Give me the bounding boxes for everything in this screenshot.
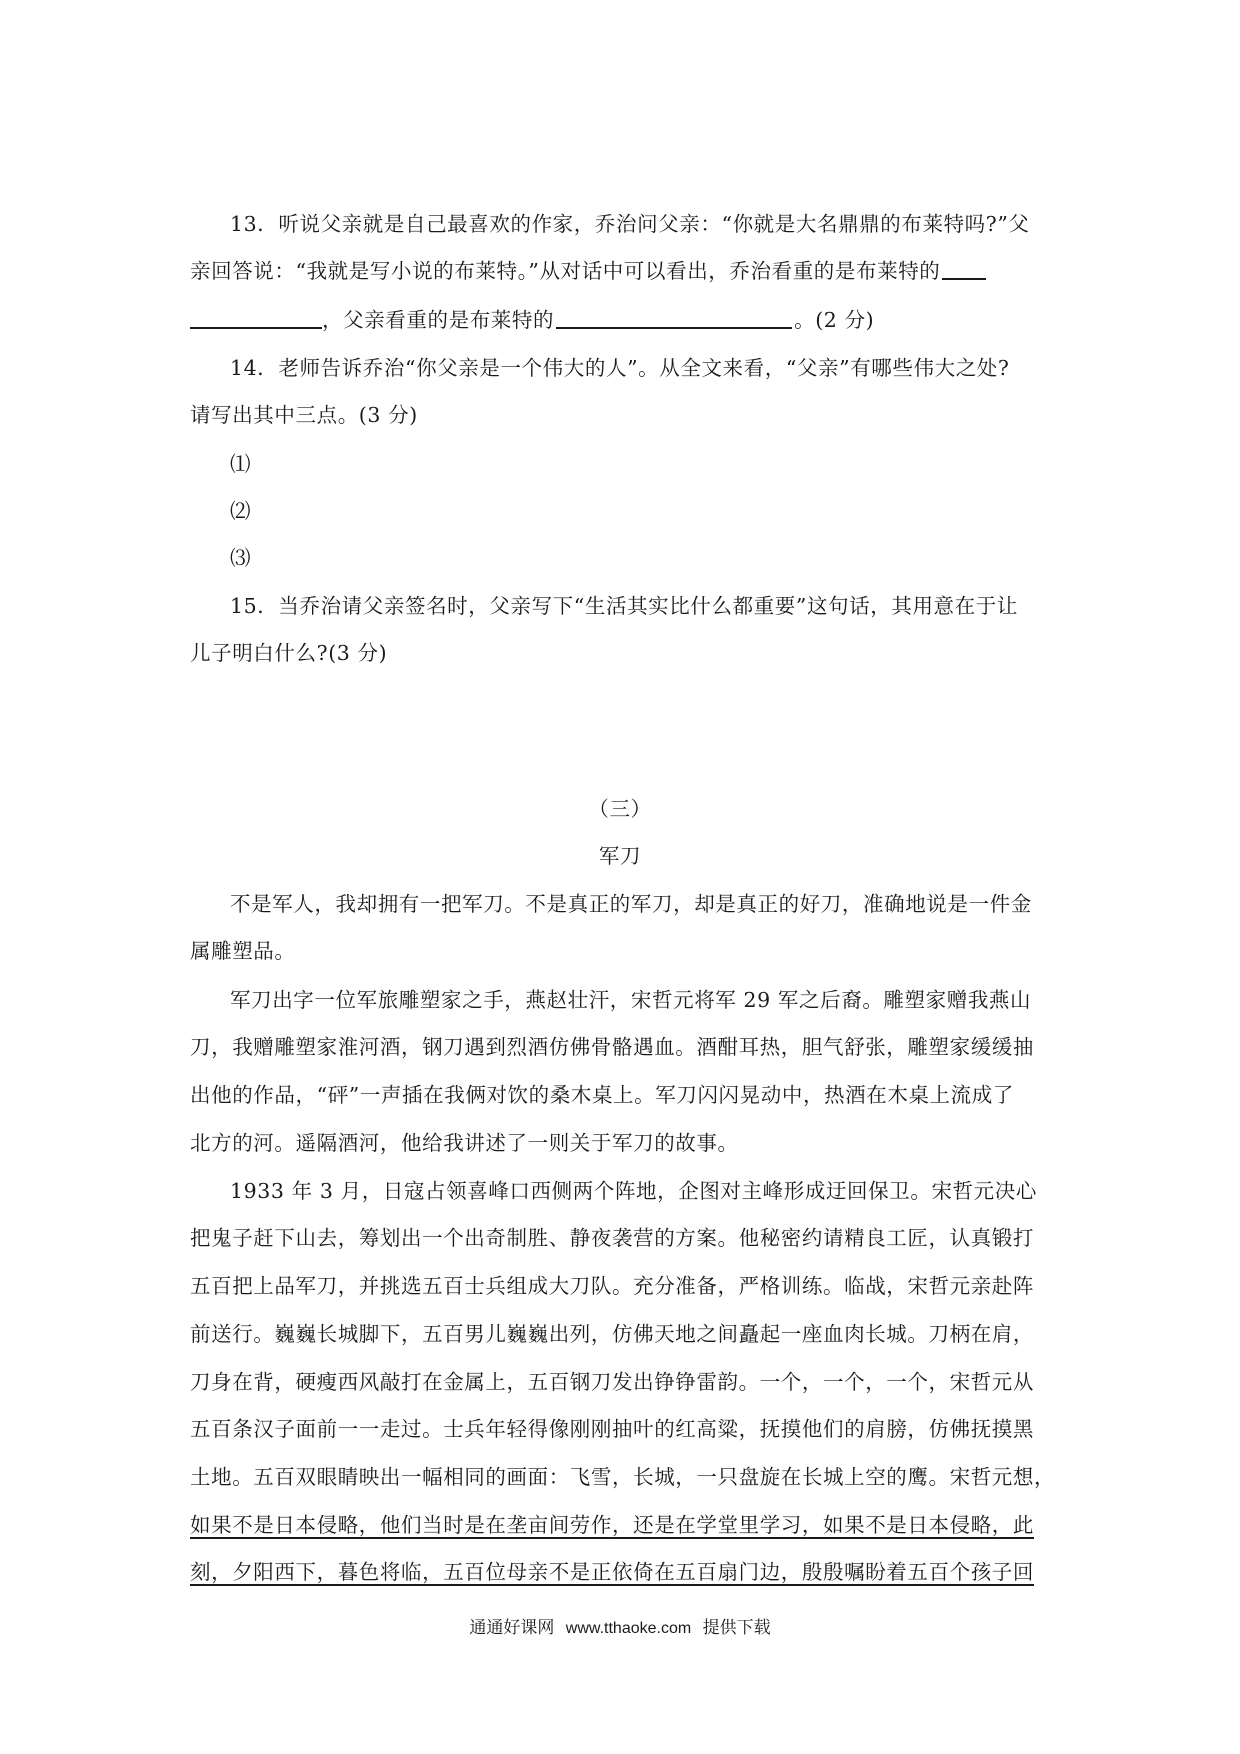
q14-item-2: ⑵ [230,499,252,523]
q13-line-2-text: 亲回答说：“我就是写小说的布莱特。”从对话中可以看出，乔治看重的是布莱特的 [190,259,941,283]
passage-line: 军刀出字一位军旅雕塑家之手，燕赵壮汗，宋哲元将军 29 军之后裔。雕塑家赠我燕山 [230,988,1032,1012]
q15-line-1: 15．当乔治请父亲签名时，父亲写下“生活其实比什么都重要”这句话，其用意在于让 [230,594,1018,618]
passage-line: 前送行。巍巍长城脚下，五百男儿巍巍出列，仿佛天地之间矗起一座血肉长城。刀柄在肩， [190,1322,1034,1346]
q13-line-1: 13．听说父亲就是自己最喜欢的作家，乔治问父亲：“你就是大名鼎鼎的布莱特吗?”父 [230,212,1030,236]
answer-blank-2[interactable] [556,307,792,329]
q15-line-2: 儿子明白什么?(3 分) [190,641,388,665]
passage-line: 刀，我赠雕塑家淮河酒，钢刀遇到烈酒仿佛骨骼遇血。酒酣耳热，胆气舒张，雕塑家缓缓抽 [190,1035,1034,1059]
section-title: 军刀 [598,844,642,868]
q13-line-3-mid: ，父亲看重的是布莱特的 [322,308,555,332]
passage-line: 土地。五百双眼睛映出一幅相同的画面：飞雪，长城，一只盘旋在长城上空的鹰。宋哲元想， [190,1465,1056,1489]
passage-line: 五百把上品军刀，并挑选五百士兵组成大刀队。充分准备，严格训练。临战，宋哲元亲赴阵 [190,1274,1034,1298]
q14-item-3: ⑶ [230,546,252,570]
passage-line-underlined: 如果不是日本侵略，他们当时是在垄亩间劳作，还是在学堂里学习，如果不是日本侵略，此 [190,1513,1034,1537]
q14-item-1: ⑴ [230,452,252,476]
footer-suffix: 提供下载 [702,1618,771,1638]
q13-line-3 [190,306,1060,334]
passage-line: 把鬼子赶下山去，筹划出一个出奇制胜、静夜袭营的方案。他秘密约请精良工匠，认真锻打 [190,1226,1034,1250]
passage-line: 1933 年 3 月，日寇占领喜峰口西侧两个阵地，企图对主峰形成迂回保卫。宋哲元决心 [230,1179,1037,1203]
passage-line: 出他的作品，“砰”一声插在我俩对饮的桑木桌上。军刀闪闪晃动中，热酒在木桌上流成了 [190,1083,1014,1107]
section-number: （三） [588,797,652,821]
q14-line-1: 14．老师告诉乔治“你父亲是一个伟大的人”。从全文来看，“父亲”有哪些伟大之处? [230,356,1010,380]
q14-line-2: 请写出其中三点。(3 分) [190,403,418,427]
passage-line-underlined: 刻，夕阳西下，暮色将临，五百位母亲不是正依倚在五百扇门边，殷殷嘱盼着五百个孩子回 [190,1560,1034,1584]
footer-site-name: 通通好课网 [469,1618,555,1638]
passage-line: 北方的河。遥隔酒河，他给我讲述了一则关于军刀的故事。 [190,1131,739,1155]
passage-line: 不是军人，我却拥有一把军刀。不是真正的军刀，却是真正的好刀，准确地说是一件金 [230,892,1032,916]
passage-line: 刀身在背，硬瘦西风敲打在金属上，五百钢刀发出铮铮雷韵。一个，一个，一个，宋哲元从 [190,1370,1034,1394]
footer-url[interactable]: www.tthaoke.com [565,1620,692,1637]
q13-line-3-end: 。(2 分) [794,308,875,332]
answer-blank-1b[interactable] [190,307,322,329]
q13-line-2 [190,257,1060,285]
answer-blank-1a[interactable] [942,258,986,280]
page-footer [0,1616,1240,1641]
passage-line: 五百条汉子面前一一走过。士兵年轻得像刚刚抽叶的红高粱，抚摸他们的肩膀，仿佛抚摸黑 [190,1417,1034,1441]
passage-line: 属雕塑品。 [190,939,296,963]
